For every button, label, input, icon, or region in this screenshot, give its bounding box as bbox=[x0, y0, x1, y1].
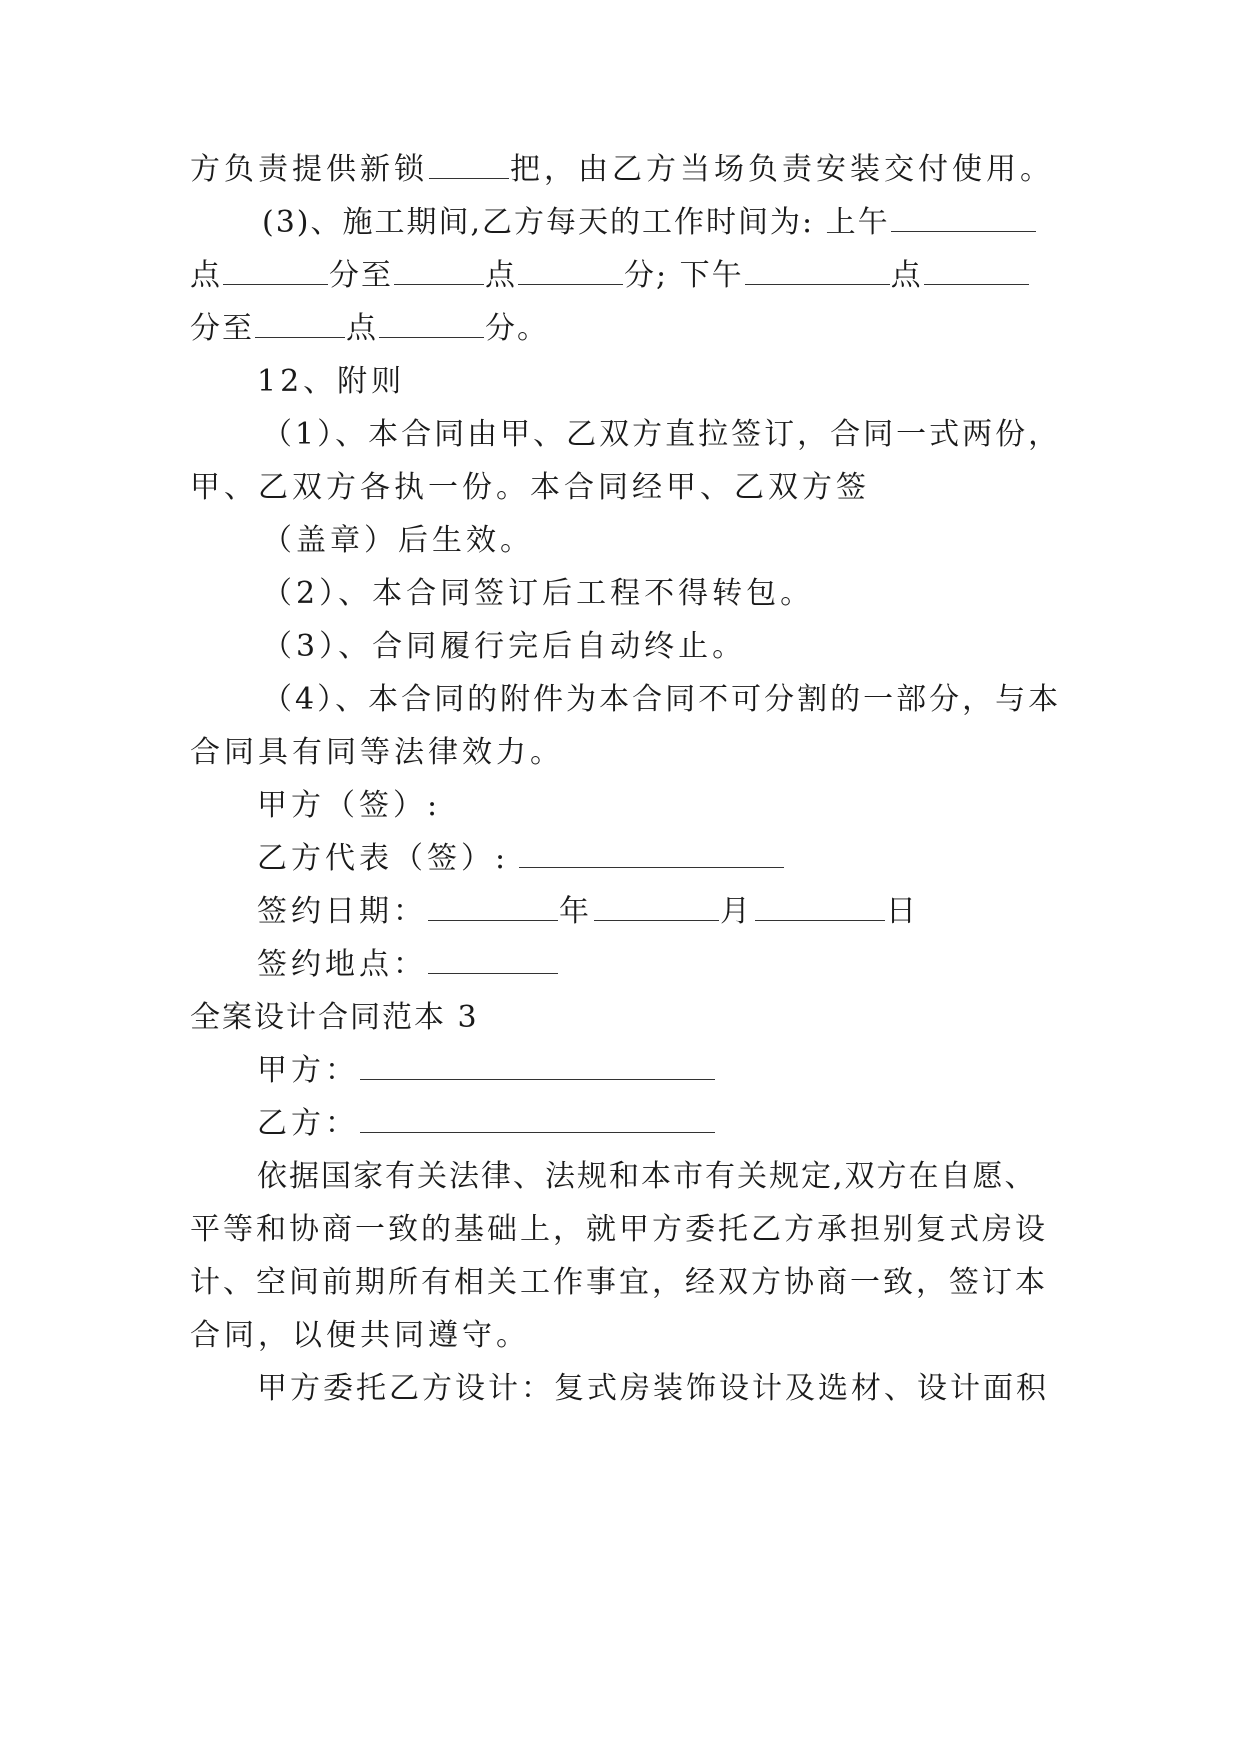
section-heading: 12、附则 bbox=[257, 364, 406, 399]
text-segment: 方负责提供新锁 bbox=[190, 152, 428, 187]
text-line: （4）、本合同的附件为本合同不可分割的一部分，与本 bbox=[262, 682, 1062, 717]
text-line: 合同，以便共同遵守。 bbox=[190, 1318, 530, 1353]
text-segment: 分至 bbox=[329, 258, 393, 293]
text-line: （2）、本合同签订后工程不得转包。 bbox=[262, 576, 815, 611]
text-line: （盖章）后生效。 bbox=[262, 523, 534, 558]
signature-party-b-rep bbox=[257, 839, 785, 879]
text-line: 合同具有同等法律效力。 bbox=[190, 735, 564, 770]
text-segment: 分; 下午 bbox=[624, 258, 744, 293]
signing-place bbox=[257, 945, 559, 985]
text-line: 甲方委托乙方设计：复式房装饰设计及选材、设计面积 bbox=[257, 1371, 1049, 1406]
text-segment: 分至 bbox=[190, 311, 254, 346]
text-line bbox=[190, 309, 549, 349]
fill-blank bbox=[519, 841, 784, 868]
text-line: （1）、本合同由甲、乙双方直拉签订，合同一式两份， bbox=[262, 417, 1062, 452]
fill-blank bbox=[891, 205, 1036, 232]
fill-blank bbox=[379, 311, 484, 338]
fill-blank bbox=[360, 1106, 715, 1133]
text-segment: 签约地点： bbox=[257, 947, 427, 982]
fill-blank bbox=[745, 258, 890, 285]
fill-blank bbox=[394, 258, 484, 285]
text-line bbox=[190, 150, 1054, 190]
text-line: （3）、合同履行完后自动终止。 bbox=[262, 629, 747, 664]
fill-blank bbox=[223, 258, 328, 285]
text-segment: 乙方： bbox=[257, 1106, 359, 1141]
fill-blank bbox=[924, 258, 1029, 285]
fill-blank bbox=[428, 947, 558, 974]
party-a-field bbox=[257, 1051, 716, 1091]
fill-blank bbox=[429, 152, 509, 179]
text-segment: 点 bbox=[346, 311, 378, 346]
fill-blank bbox=[428, 894, 558, 921]
text-line: 甲、乙双方各执一份。本合同经甲、乙双方签 bbox=[190, 470, 870, 505]
text-line bbox=[190, 256, 1030, 296]
text-segment: 点 bbox=[890, 258, 923, 293]
text-segment: 月 bbox=[720, 894, 754, 929]
text-segment: 日 bbox=[886, 894, 920, 929]
text-segment: 签约日期： bbox=[257, 894, 427, 929]
document-title: 全案设计合同范本 3 bbox=[190, 1000, 479, 1035]
text-segment: 点 bbox=[190, 258, 222, 293]
signature-party-a: 甲方（签）: bbox=[257, 788, 442, 823]
party-b-field bbox=[257, 1104, 716, 1144]
fill-blank bbox=[255, 311, 345, 338]
text-line: 平等和协商一致的基础上，就甲方委托乙方承担别复式房设 bbox=[190, 1212, 1048, 1247]
text-line bbox=[262, 203, 1037, 243]
text-segment: 年 bbox=[559, 894, 593, 929]
fill-blank bbox=[594, 894, 719, 921]
text-line: 计、空间前期所有相关工作事宜，经双方协商一致，签订本 bbox=[190, 1265, 1048, 1300]
fill-blank bbox=[518, 258, 623, 285]
text-line: 依据国家有关法律、法规和本市有关规定,双方在自愿、 bbox=[257, 1159, 1037, 1194]
text-segment: 点 bbox=[485, 258, 517, 293]
text-segment: 把，由乙方当场负责安装交付使用。 bbox=[510, 152, 1054, 187]
signing-date bbox=[257, 892, 920, 932]
text-segment: (3)、施工期间,乙方每天的工作时间为: 上午 bbox=[262, 205, 890, 240]
fill-blank bbox=[360, 1053, 715, 1080]
text-segment: 甲方： bbox=[257, 1053, 359, 1088]
text-segment: 乙方代表（签）: bbox=[257, 841, 510, 876]
text-segment: 分。 bbox=[485, 311, 549, 346]
fill-blank bbox=[755, 894, 885, 921]
